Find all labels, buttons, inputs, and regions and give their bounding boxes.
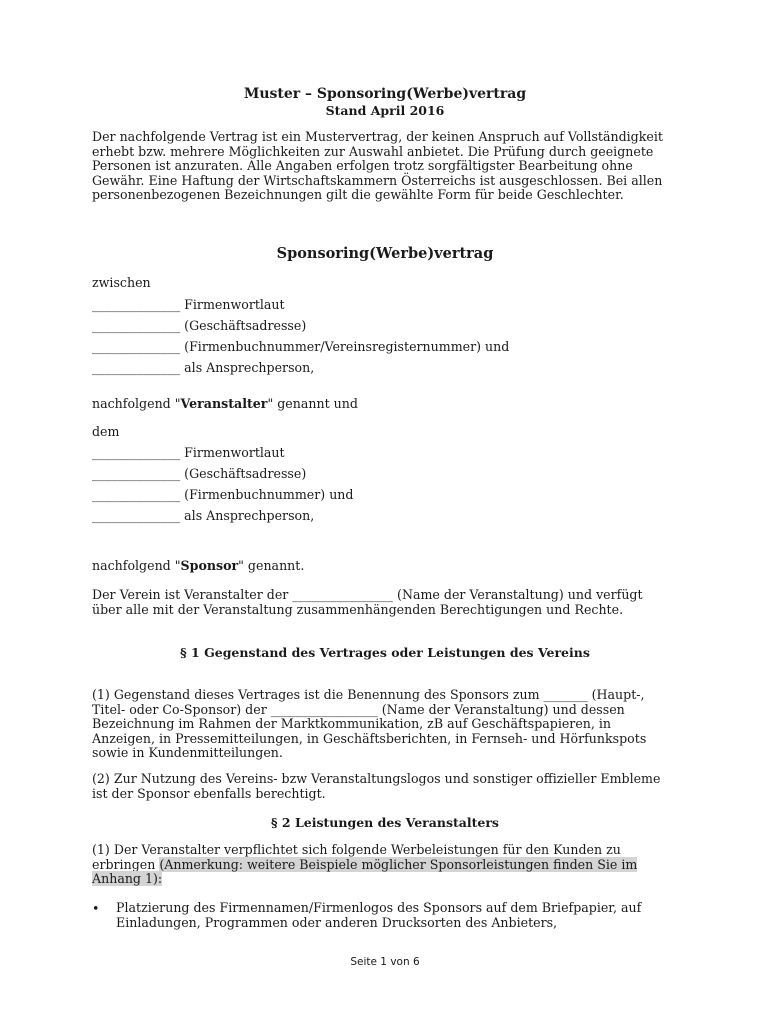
section2-paragraph1: (1) Der Veranstalter verpflichtet sich folgende Werbeleistungen für den Kunden zu erbringen (Anmerkung: weitere Beispiele möglicher Sponsorleistungen finden Sie im Anhang 1): xyxy=(92,842,638,886)
bullet-marker: • xyxy=(92,901,100,916)
section1-paragraph2: (2) Zur Nutzung des Vereins- bzw Veranstaltungslogos und sonstiger offizieller Embleme ist der Sponsor ebenfalls berechtigt. xyxy=(92,771,661,801)
annotation-highlight: (Anmerkung: weitere Beispiele möglicher Sponsorleistungen finden Sie im Anhang 1): xyxy=(92,856,638,886)
party1-contact-line: ______________ als Ansprechperson, xyxy=(92,360,315,375)
section2-heading: § 2 Leistungen des Veranstalters xyxy=(271,815,499,830)
party2-contact-line: ______________ als Ansprechperson, xyxy=(92,508,315,523)
contract-title: Sponsoring(Werbe)vertrag xyxy=(276,245,494,262)
sponsor-term: Sponsor xyxy=(180,558,239,573)
disclaimer-paragraph: Der nachfolgende Vertrag ist ein Mustervertrag, der keinen Anspruch auf Vollständigkeit erhebt bzw. mehrere Möglichkeiten zur Auswahl anbietet. Die Prüfung durch geeignete Personen ist anzuraten. Alle Angaben erfolgen trotz sorgfältigster Bearbeitung ohne Gewähr. Eine Haftung der Wirtschaftskammern Österreichs ist ausgeschlossen. Bei allen personenbezogenen Bezeichnungen gilt die gewählte Form für beide Geschlechter. xyxy=(92,129,663,202)
dem-label: dem xyxy=(92,424,120,439)
zwischen-label: zwischen xyxy=(92,275,151,290)
party1-register-line: ______________ (Firmenbuchnummer/Vereinsregisternummer) und xyxy=(92,339,510,354)
veranstalter-term: Veranstalter xyxy=(180,396,268,411)
sponsor-designation: nachfolgend "Sponsor" genannt. xyxy=(92,558,305,573)
document-title: Muster – Sponsoring(Werbe)vertrag xyxy=(243,86,527,102)
verein-paragraph: Der Verein ist Veranstalter der ________________ (Name der Veranstaltung) und verfügt über alle mit der Veranstaltung zusammenhängenden Berechtigungen und Rechte. xyxy=(92,587,643,617)
section1-heading: § 1 Gegenstand des Vertrages oder Leistungen des Vereins xyxy=(180,645,590,660)
party1-company-line: ______________ Firmenwortlaut xyxy=(92,297,285,312)
party2-address-line: ______________ (Geschäftsadresse) xyxy=(92,466,307,481)
party1-address-line: ______________ (Geschäftsadresse) xyxy=(92,318,307,333)
document-subtitle: Stand April 2016 xyxy=(325,103,445,118)
bullet-item-1: Platzierung des Firmennamen/Firmenlogos des Sponsors auf dem Briefpapier, auf Einladungen, Programmen oder anderen Drucksorten des Anbieters, xyxy=(116,900,642,930)
veranstalter-designation: nachfolgend "Veranstalter" genannt und xyxy=(92,396,358,411)
section1-paragraph1: (1) Gegenstand dieses Vertrages ist die Benennung des Sponsors zum _______ (Haupt-, Titel- oder Co-Sponsor) der _________________ (Name der Veranstaltung) und dessen Bezeichnung im Rahmen der Marktkommunikation, zB auf Geschäftspapieren, in Anzeigen, in Pressemitteilungen, in Geschäftsberichten, in Fernseh- und Hörfunkspots sowie in Kundenmitteilungen. xyxy=(92,687,647,760)
page-footer: Seite 1 von 6 xyxy=(350,956,420,968)
party2-register-line: ______________ (Firmenbuchnummer) und xyxy=(92,487,354,502)
party2-company-line: ______________ Firmenwortlaut xyxy=(92,445,285,460)
